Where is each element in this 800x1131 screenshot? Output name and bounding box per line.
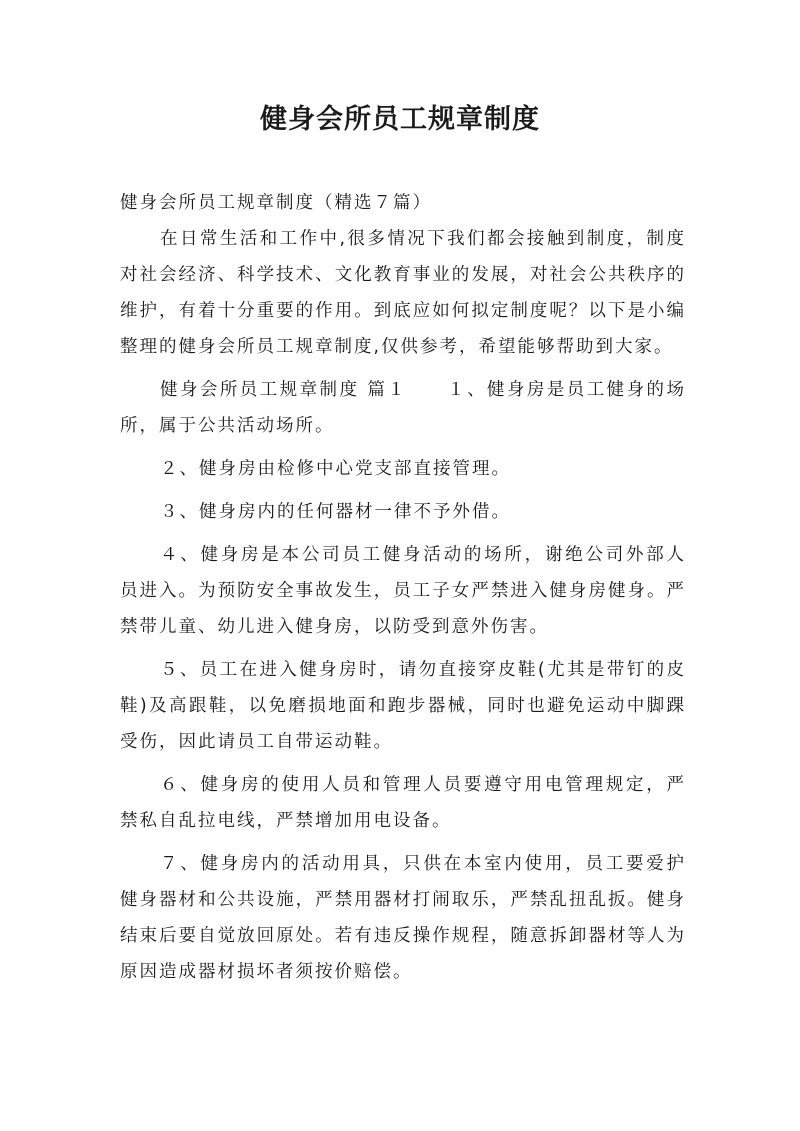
rule-paragraph-5: ５、员工在进入健身房时，请勿直接穿皮鞋(尤其是带钉的皮鞋)及高跟鞋，以免磨损地面和跑步器械，同时也避免运动中脚踝受伤，因此请员工自带运动鞋。 [120, 660, 686, 752]
document-body [120, 185, 686, 990]
rule-paragraph-7: ７、健身房内的活动用具，只供在本室内使用，员工要爱护健身器材和公共设施，严禁用器材打闹取乐，严禁乱扭乱扳。健身结束后要自觉放回原处。若有违反操作规程，随意拆卸器材等人为原因造成器材损坏者须按价赔偿。 [120, 854, 686, 982]
intro-paragraph: 在日常生活和工作中,很多情况下我们都会接触到制度，制度对社会经济、科学技术、文化教育事业的发展，对社会公共秩序的维护，有着十分重要的作用。到底应如何拟定制度呢？以下是小编整理的健身会所员工规章制度,仅供参考，希望能够帮助到大家。 [120, 229, 686, 357]
rule-paragraph-3: ３、健身房内的任何器材一律不予外借。 [160, 502, 511, 522]
rule-paragraph-4: ４、健身房是本公司员工健身活动的场所，谢绝公司外部人员进入。为预防安全事故发生，员工子女严禁进入健身房健身。严禁带儿童、幼儿进入健身房，以防受到意外伤害。 [120, 545, 686, 637]
document-subtitle: 健身会所员工规章制度（精选７篇） [120, 193, 432, 213]
rule-paragraph-2: ２、健身房由检修中心党支部直接管理。 [160, 459, 511, 479]
rule-paragraph-6: ６、健身房的使用人员和管理人员要遵守用电管理规定，严禁私自乱拉电线，严禁增加用电设备。 [120, 775, 686, 831]
rule-paragraph-1: 健身会所员工规章制度 篇１ １、健身房是员工健身的场所，属于公共活动场所。 [120, 380, 686, 436]
document-title: 健身会所员工规章制度 [260, 104, 540, 135]
